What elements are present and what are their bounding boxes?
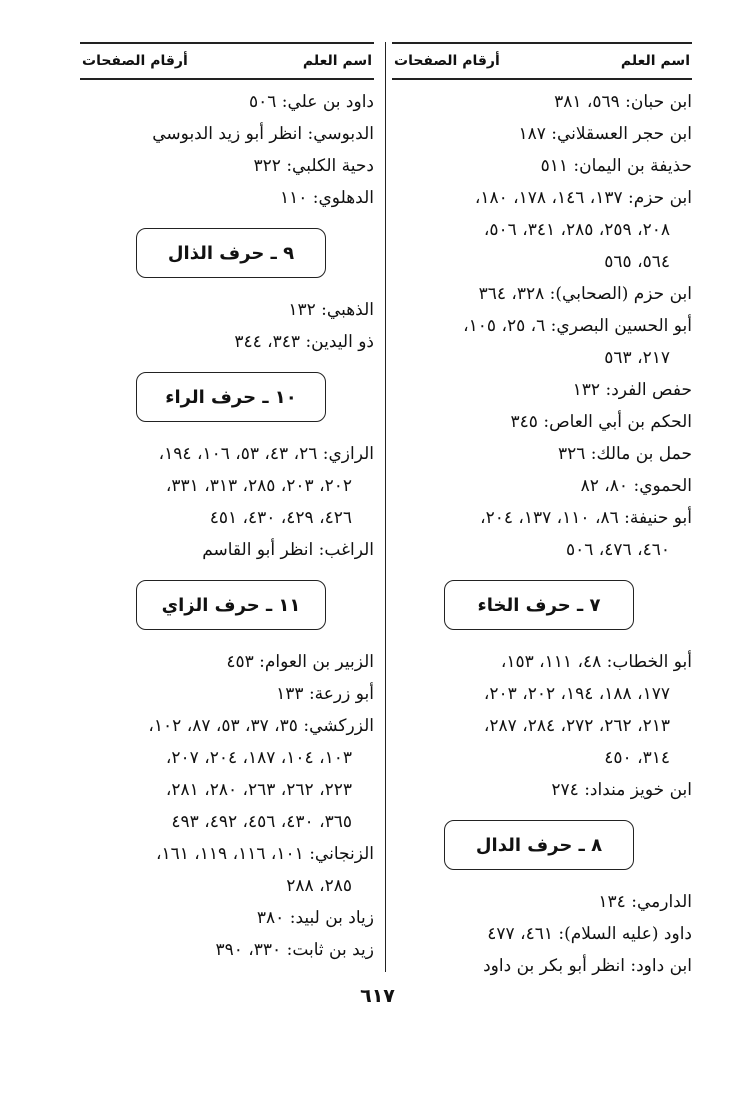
index-entry	[392, 278, 692, 310]
index-entry	[392, 470, 692, 502]
name-heading: اسم العلم	[302, 53, 372, 69]
index-entry	[80, 678, 374, 710]
entry-name: أبو الخطاب:	[601, 652, 692, 672]
entry-pages: ٣٢٨، ٣٦٤	[478, 284, 545, 304]
entry-pages-continued: ٤٦٠، ٤٧٦، ٥٠٦	[566, 540, 670, 560]
entry-pages: انظر أبو بكر بن داود	[483, 956, 625, 976]
entry-pages: ١٣٢	[288, 300, 316, 320]
column-divider	[385, 42, 386, 972]
index-entry	[392, 502, 692, 566]
pages-heading: أرقام الصفحات	[82, 53, 188, 69]
entry-name: حفص الفرد:	[600, 380, 692, 400]
entry-name: الزبير بن العوام:	[253, 652, 374, 672]
index-entry	[80, 182, 374, 214]
entry-name: دحية الكلبي:	[280, 156, 374, 176]
index-entry	[392, 182, 692, 278]
column-header	[80, 42, 374, 80]
index-entry	[392, 310, 692, 374]
entry-name: ابن حزم (الصحابي):	[544, 284, 692, 304]
index-entry	[80, 934, 374, 966]
entry-list	[392, 86, 692, 566]
entry-pages: ١٣٤	[598, 892, 626, 912]
entry-name: الرازي:	[317, 444, 374, 464]
entry-pages: ١٣٢	[572, 380, 601, 400]
entry-pages: ٣٣٠، ٣٩٠	[215, 940, 282, 960]
entry-name: أبو زرعة:	[303, 684, 374, 704]
index-entry	[80, 710, 374, 838]
entry-pages-continued: ٢٠٨، ٢٥٩، ٢٨٥، ٣٤١، ٥٠٦،	[483, 220, 670, 240]
entry-name: الدهلوي:	[307, 188, 374, 208]
section-heading-zay: ١١ ـ حرف الزاي	[136, 580, 326, 630]
entry-pages: ٨٦، ١١٠، ١٣٧، ٢٠٤،	[480, 508, 619, 528]
name-heading: اسم العلم	[620, 53, 690, 69]
entry-pages-continued: ٢٨٥، ٢٨٨	[286, 876, 352, 896]
section-heading-dhal: ٩ ـ حرف الذال	[136, 228, 326, 278]
entry-pages: ١١٠	[279, 188, 308, 208]
index-entry	[80, 294, 374, 326]
entry-name: أبو حنيفة:	[618, 508, 692, 528]
entry-list	[80, 294, 374, 358]
entry-name: الدارمي:	[625, 892, 692, 912]
section-heading-kha: ٧ ـ حرف الخاء	[444, 580, 634, 630]
entry-name: داود (عليه السلام):	[552, 924, 692, 944]
page-number: ٦١٧	[360, 985, 395, 1007]
entry-pages: ٣٢٦	[557, 444, 586, 464]
index-entry	[392, 118, 692, 150]
entry-pages: ٥٦٩، ٣٨١	[554, 92, 620, 112]
entry-pages-continued: ١٠٣، ١٠٤، ١٨٧، ٢٠٤، ٢٠٧،	[165, 748, 352, 768]
entry-name: الدبوسي:	[302, 124, 374, 144]
entry-pages: ١٣٧، ١٤٦، ١٧٨، ١٨٠،	[474, 188, 623, 208]
index-entry	[392, 918, 692, 950]
entry-list	[80, 646, 374, 966]
index-entry	[80, 646, 374, 678]
entry-pages-continued: ٢٢٣، ٢٦٢، ٢٦٣، ٢٨٠، ٢٨١،	[165, 780, 352, 800]
entry-pages: ٦، ٢٥، ١٠٥،	[463, 316, 546, 336]
entry-pages-continued: ٤٢٦، ٤٢٩، ٤٣٠، ٤٥١	[209, 508, 352, 528]
index-entry	[392, 86, 692, 118]
entry-pages: ٣٥، ٣٧، ٥٣، ٨٧، ١٠٢،	[148, 716, 298, 736]
index-column-right	[392, 42, 692, 982]
entry-name: ابن داود:	[624, 956, 692, 976]
index-entry	[80, 150, 374, 182]
index-entry	[80, 438, 374, 534]
entry-pages-continued: ٢٠٢، ٢٠٣، ٢٨٥، ٣١٣، ٣٣١،	[165, 476, 352, 496]
entry-name: ابن حبان:	[619, 92, 692, 112]
entry-pages: ٨٠، ٨٢	[580, 476, 629, 496]
index-entry	[80, 118, 374, 150]
entry-pages: ٢٧٤	[551, 780, 579, 800]
entry-name: أبو الحسين البصري:	[545, 316, 692, 336]
entry-name: الزركشي:	[297, 716, 374, 736]
entry-name: الراغب:	[313, 540, 374, 560]
entry-pages: ١٣٣	[276, 684, 304, 704]
entry-pages: ١٠١، ١١٦، ١١٩، ١٦١،	[156, 844, 304, 864]
index-entry	[392, 950, 692, 982]
index-entry	[392, 774, 692, 806]
entry-name: داود بن علي:	[276, 92, 374, 112]
index-entry	[392, 406, 692, 438]
entry-pages: انظر أبو القاسم	[202, 540, 314, 560]
entry-pages-continued: ٢١٣، ٢٦٢، ٢٧٢، ٢٨٤، ٢٨٧،	[483, 716, 670, 736]
entry-pages: ٥١١	[540, 156, 568, 176]
entry-pages: ١٨٧	[518, 124, 546, 144]
entry-list	[80, 86, 374, 214]
entry-list	[392, 886, 692, 982]
index-entry	[80, 902, 374, 934]
index-entry	[392, 886, 692, 918]
pages-heading: أرقام الصفحات	[394, 53, 500, 69]
entry-pages: ٢٦، ٤٣، ٥٣، ١٠٦، ١٩٤،	[158, 444, 318, 464]
entry-pages: ٣٤٥	[510, 412, 538, 432]
entry-pages: ٣٨٠	[256, 908, 285, 928]
entry-pages-continued: ١٧٧، ١٨٨، ١٩٤، ٢٠٢، ٢٠٣،	[483, 684, 670, 704]
entry-list	[80, 438, 374, 566]
entry-pages: ٣٢٢	[253, 156, 281, 176]
entry-pages: ٥٠٦	[248, 92, 277, 112]
entry-pages-continued: ٢١٧، ٥٦٣	[604, 348, 670, 368]
entry-pages: ٤٨، ١١١، ١٥٣،	[500, 652, 602, 672]
entry-name: حمل بن مالك:	[585, 444, 692, 464]
entry-pages-continued: ٣٦٥، ٤٣٠، ٤٥٦، ٤٩٢، ٤٩٣	[171, 812, 352, 832]
entry-name: الحكم بن أبي العاص:	[537, 412, 692, 432]
entry-pages: ٣٤٣، ٣٤٤	[234, 332, 301, 352]
entry-name: حذيفة بن اليمان:	[567, 156, 692, 176]
entry-name: ابن حزم:	[622, 188, 692, 208]
index-entry	[80, 326, 374, 358]
entry-pages: ٤٦١، ٤٧٧	[487, 924, 553, 944]
entry-pages-continued: ٣١٤، ٤٥٠	[604, 748, 670, 768]
entry-name: زياد بن لبيد:	[284, 908, 374, 928]
entry-pages: ٤٥٣	[226, 652, 254, 672]
entry-name: الحموي:	[628, 476, 692, 496]
section-heading-ra: ١٠ ـ حرف الراء	[136, 372, 326, 422]
index-entry	[392, 374, 692, 406]
entry-pages-continued: ٥٦٤، ٥٦٥	[604, 252, 670, 272]
entry-name: ابن خويز منداد:	[578, 780, 692, 800]
index-entry	[80, 838, 374, 902]
entry-name: زيد بن ثابت:	[281, 940, 374, 960]
index-column-left	[80, 42, 374, 966]
entry-name: ذو اليدين:	[300, 332, 374, 352]
index-entry	[80, 534, 374, 566]
index-entry	[80, 86, 374, 118]
entry-name: الذهبي:	[315, 300, 374, 320]
section-heading-dal: ٨ ـ حرف الدال	[444, 820, 634, 870]
entry-pages: انظر أبو زيد الدبوسي	[152, 124, 303, 144]
entry-list	[392, 646, 692, 806]
index-entry	[392, 646, 692, 774]
entry-name: الزنجاني:	[303, 844, 374, 864]
entry-name: ابن حجر العسقلاني:	[545, 124, 692, 144]
index-entry	[392, 438, 692, 470]
column-header	[392, 42, 692, 80]
index-entry	[392, 150, 692, 182]
